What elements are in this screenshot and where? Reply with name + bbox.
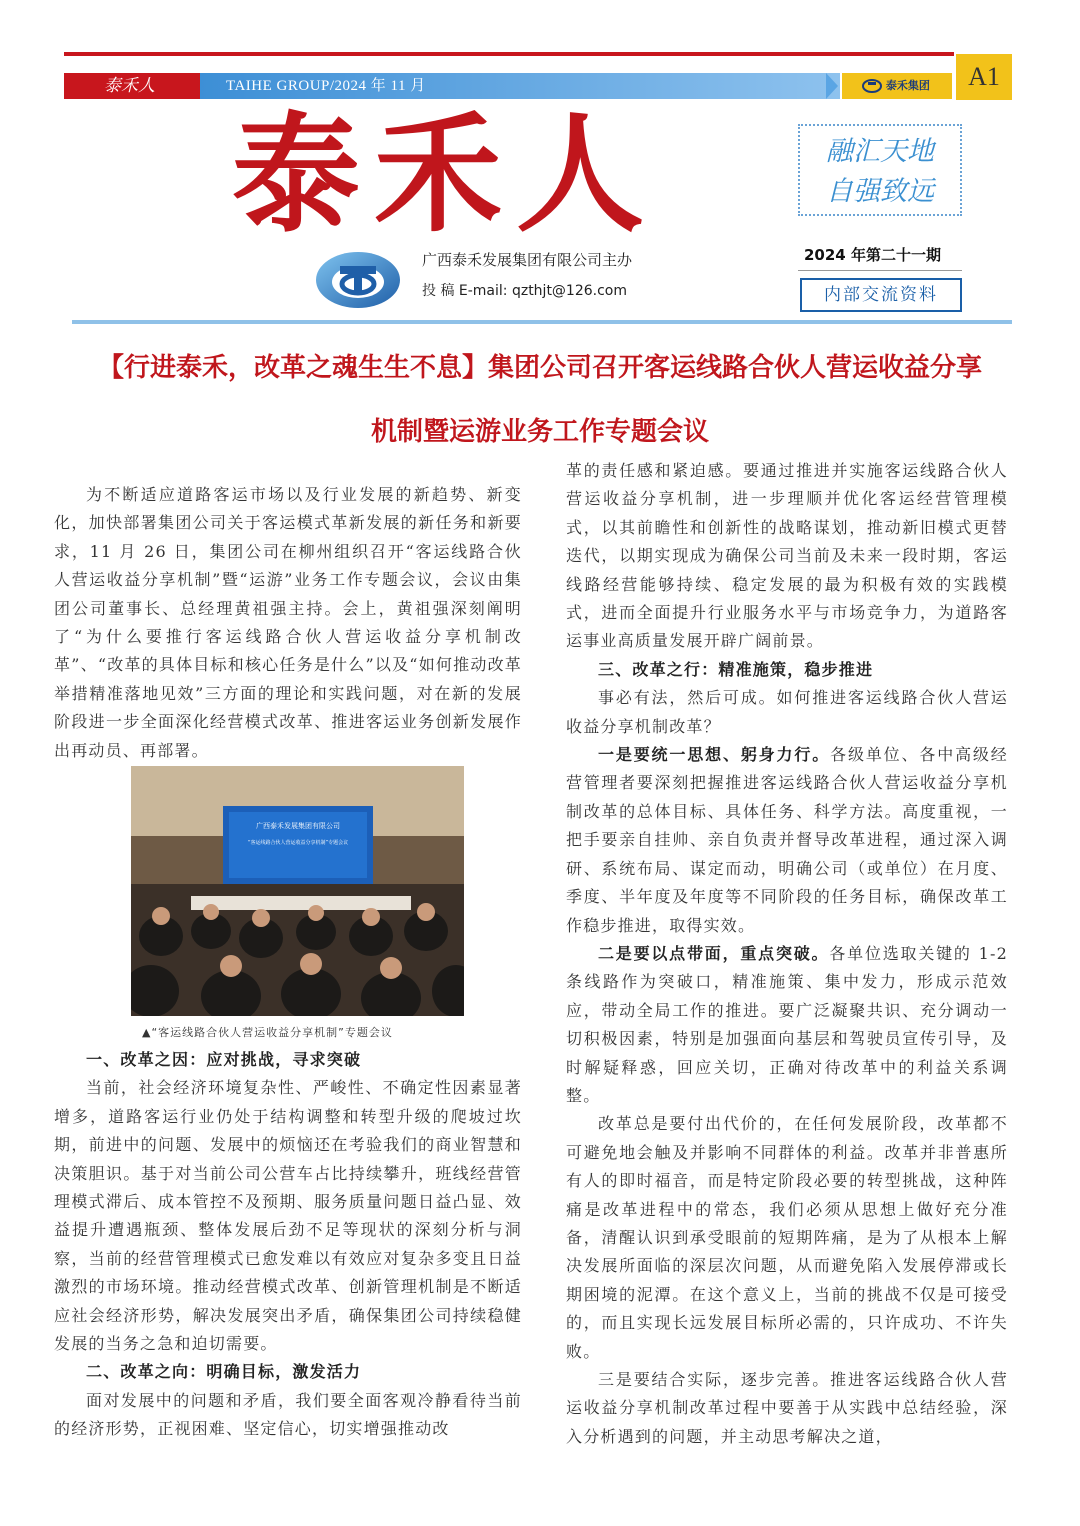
point-1-paragraph <box>566 741 1008 940</box>
point-2-paragraph <box>566 940 1008 1110</box>
point-1-text: 各级单位、各中高级经营管理者要深刻把握推进客运线路合伙人营运收益分享机制改革的总体目标、具体任务、科学方法。高度重视，一把手要亲自挂帅、亲自负责并督导改革进程，通过深入调研、系统布局、谋定而动，明确公司（或单位）在月度、季度、半年度及年度等不同阶段的任务目标，确保改革工作稳步推进，取得实效。 <box>566 745 1008 935</box>
section-1-heading: 一、改革之因：应对挑战，寻求突破 <box>86 1050 362 1069</box>
group-logo-text: 泰禾集团 <box>885 79 930 92</box>
right-column <box>566 457 1008 1451</box>
issue-number: 2024 年第二十一期 <box>804 246 941 264</box>
brand-tag: 泰禾人 <box>64 73 204 99</box>
section-3-intro: 事必有法，然后可成。如何推进客运线路合伙人营运收益分享机制改革？ <box>566 688 1008 736</box>
top-red-rule <box>64 52 954 56</box>
issue-divider <box>798 270 962 271</box>
section-1-paragraph: 当前，社会经济环境复杂性、严峻性、不确定性因素显著增多，道路客运行业仍处于结构调整和转型升级的爬坡过坎期，前进中的问题、发展中的烦恼还在考验我们的商业智慧和决策胆识。基于对当前公司公营车占比持续攀升，班线经营管理模式滞后、成本管控不及预期、服务质量问题日益凸显、效益提升遭遇瓶颈、整体发展后劲不足等现状的深刻分析与洞察，当前的经营管理模式已愈发难以有效应对复杂多变且日益激烈的市场环境。推动经营模式改革、创新管理机制是不断适应社会经济形势，解决发展突出矛盾，确保集团公司持续稳健发展的当务之急和迫切需要。 <box>54 1078 522 1354</box>
header-divider <box>72 320 1012 324</box>
section-2-heading: 二、改革之向：明确目标，激发活力 <box>86 1362 362 1382</box>
group-logo-icon <box>862 78 882 94</box>
page-number: A1 <box>956 54 1012 100</box>
screen-line-1: 广西泰禾发展集团有限公司 <box>256 822 340 830</box>
point-1-lead: 一是要统一思想、躬身力行。 <box>598 745 831 765</box>
cost-paragraph: 改革总是要付出代价的，在任何发展阶段，改革都不可避免地会触及并影响不同群体的利益。改革并非普惠所有人的即时福音，而是特定阶段必要的转型挑战，这种阵痛是改革进程中的常态，我们必须从思想上做好充分准备，清醒认识到承受眼前的短期阵痛，是为了从根本上解决发展所面临的深层次问题，从而避免陷入发展停滞或长期困境的泥潭。在这个意义上，当前的挑战不仅是可接受的，而且实现长远发展目标所必需的，只许成功、不许失败。 <box>566 1114 1008 1361</box>
point-3-paragraph: 三是要结合实际，逐步完善。推进客运线路合伙人营运收益分享机制改革过程中要善于从实践中总结经验，深入分析遇到的问题，并主动思考解决之道， <box>566 1370 1008 1446</box>
intro-paragraph: 为不断适应道路客运市场以及行业发展的新趋势、新变化，加快部署集团公司关于客运模式革新发展的新任务和新要求，11 月 26 日，集团公司在柳州组织召开“客运线路合伙人营运收益分享机制”暨“运游”业务工作专题会议，会议由集团公司董事长、总经理黄祖强主持。会上，黄祖强深刻阐明了“为什么要推行客运线路合伙人营运收益分享机制改革”、“改革的具体目标和核心任务是什么”以及“如何推动改革举措精准落地见效”三方面的理论和实践问题，对在新的发展阶段进一步全面深化经营模式改革、推进客运业务创新发展作出再动员、再部署。 <box>54 485 522 760</box>
sponsor-text: 广西泰禾发展集团有限公司主办 <box>422 251 633 269</box>
masthead-title: 泰禾人 <box>232 100 659 250</box>
section-3-heading: 三、改革之行：精准施策，稳步推进 <box>598 659 874 679</box>
photo-caption: ▲“客运线路合伙人营运收益分享机制”专题会议 <box>142 1026 393 1039</box>
meeting-photo <box>131 766 464 1016</box>
group-date-bar: TAIHE GROUP/2024 年 11 月 <box>200 73 840 99</box>
email-text: 投 稿 E-mail: qzthjt@126.com <box>422 283 628 299</box>
continued-paragraph: 革的责任感和紧迫感。要通过推进并实施客运线路合伙人营运收益分享机制，进一步理顺并优化客运经营管理模式，以其前瞻性和创新性的战略谋划，推动新旧模式更替迭代，以期实现成为确保公司当前及未来一段时期，客运线路经营能够持续、稳定发展的最为积极有效的实践模式，进而全面提升行业服务水平与市场竞争力，为道路客运事业高质量发展开辟广阔前景。 <box>566 461 1008 651</box>
section-2-paragraph: 面对发展中的问题和矛盾，我们要全面客观冷静看待当前的经济形势，正视困难、坚定信心，切实增强推动改 <box>54 1390 522 1439</box>
point-2-text: 各单位选取关键的 1-2 条线路作为突破口，精准施策、集中发力，形成示范效应，带动全局工作的推进。要广泛凝聚共识、充分调动一切积极因素，特别是加强面向基层和驾驶员宣传引导，及时解疑释惑，回应关切，正确对待改革中的利益关系调整。 <box>566 943 1008 1105</box>
headline-line-2: 机制暨运游业务工作专题会议 <box>370 417 709 447</box>
group-logo-small <box>862 76 944 96</box>
slogan-line-1: 融汇天地 <box>826 136 934 167</box>
left-column-body <box>54 1046 522 1444</box>
left-column-intro <box>54 481 522 765</box>
article-headline <box>60 336 1020 464</box>
internal-stamp: 内部交流资料 <box>800 278 962 312</box>
slogan-box <box>798 124 962 216</box>
headline-line-1: 【行进泰禾，改革之魂生生不息】集团公司召开客运线路合伙人营运收益分享 <box>97 353 982 383</box>
taihe-logo-icon <box>314 244 406 312</box>
meeting-scene <box>131 766 464 1016</box>
screen-line-2: “客运线路合伙人营运收益分享机制”专题会议 <box>247 840 349 846</box>
point-2-lead: 二是要以点带面，重点突破。 <box>598 943 830 963</box>
slogan-line-2: 自强致远 <box>826 176 934 207</box>
chevron-icon <box>826 73 838 99</box>
